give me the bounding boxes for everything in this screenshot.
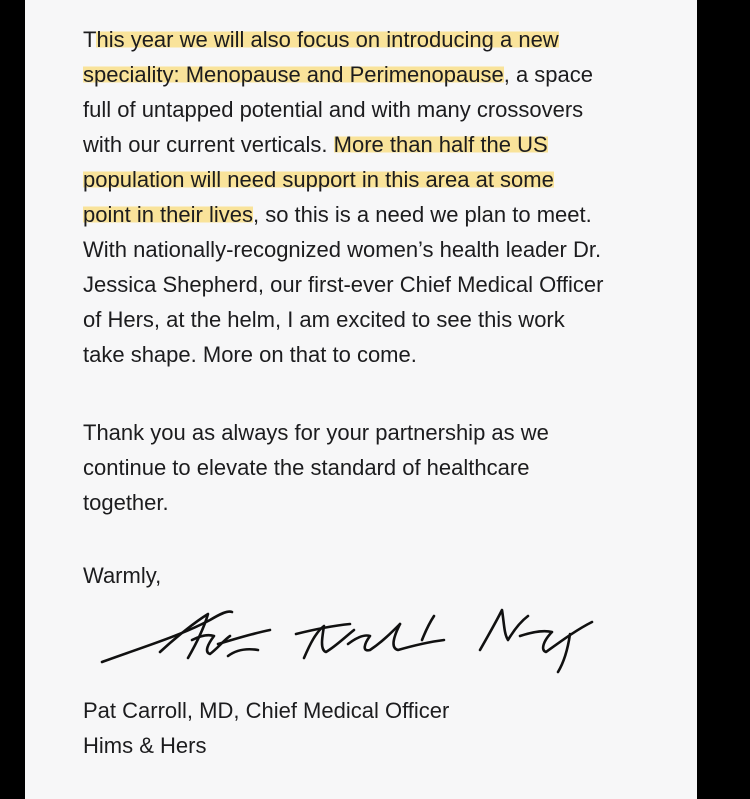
text-segment: T [83, 27, 97, 52]
text-line [83, 162, 603, 197]
text-line [83, 267, 603, 302]
text-segment: With nationally-recognized women’s health leader Dr. [83, 237, 602, 262]
text-segment: full of untapped potential and with many crossovers [83, 97, 584, 122]
highlighted-text: his year we will also focus on introducing a new [96, 27, 559, 52]
text-segment: of Hers, at the helm, I am excited to see this work [83, 307, 565, 332]
text-segment: , so this is a need we plan to meet. [252, 202, 592, 227]
paragraph-thank-you [83, 415, 549, 520]
highlighted-text: speciality: Menopause and Perimenopause [83, 62, 504, 87]
closing-text: Warmly, [83, 563, 162, 588]
text-line [83, 232, 603, 267]
text-line [83, 302, 603, 337]
text-line: continue to elevate the standard of healthcare [83, 455, 530, 480]
text-line [83, 197, 603, 232]
text-line [83, 92, 603, 127]
text-line: together. [83, 490, 169, 515]
text-segment: with our current verticals. [83, 132, 334, 157]
paragraph-menopause-focus [83, 22, 603, 372]
text-line [83, 57, 603, 92]
signer-name: Pat Carroll, MD, Chief Medical Officer [83, 698, 450, 723]
signer-company: Hims & Hers [83, 733, 207, 758]
highlighted-text: More than half the US [333, 132, 548, 157]
text-segment: , a space [503, 62, 593, 87]
highlighted-text: population will need support in this area at some [83, 167, 554, 192]
text-segment: Jessica Shepherd, our first-ever Chief Medical Officer [83, 272, 604, 297]
text-line [83, 127, 603, 162]
handwritten-signature [100, 600, 620, 680]
text-line [83, 22, 603, 57]
text-segment: take shape. More on that to come. [83, 342, 417, 367]
highlighted-text: point in their lives [83, 202, 253, 227]
text-line [83, 337, 603, 372]
text-line: Thank you as always for your partnership as we [83, 420, 549, 445]
letter-page [25, 0, 697, 799]
